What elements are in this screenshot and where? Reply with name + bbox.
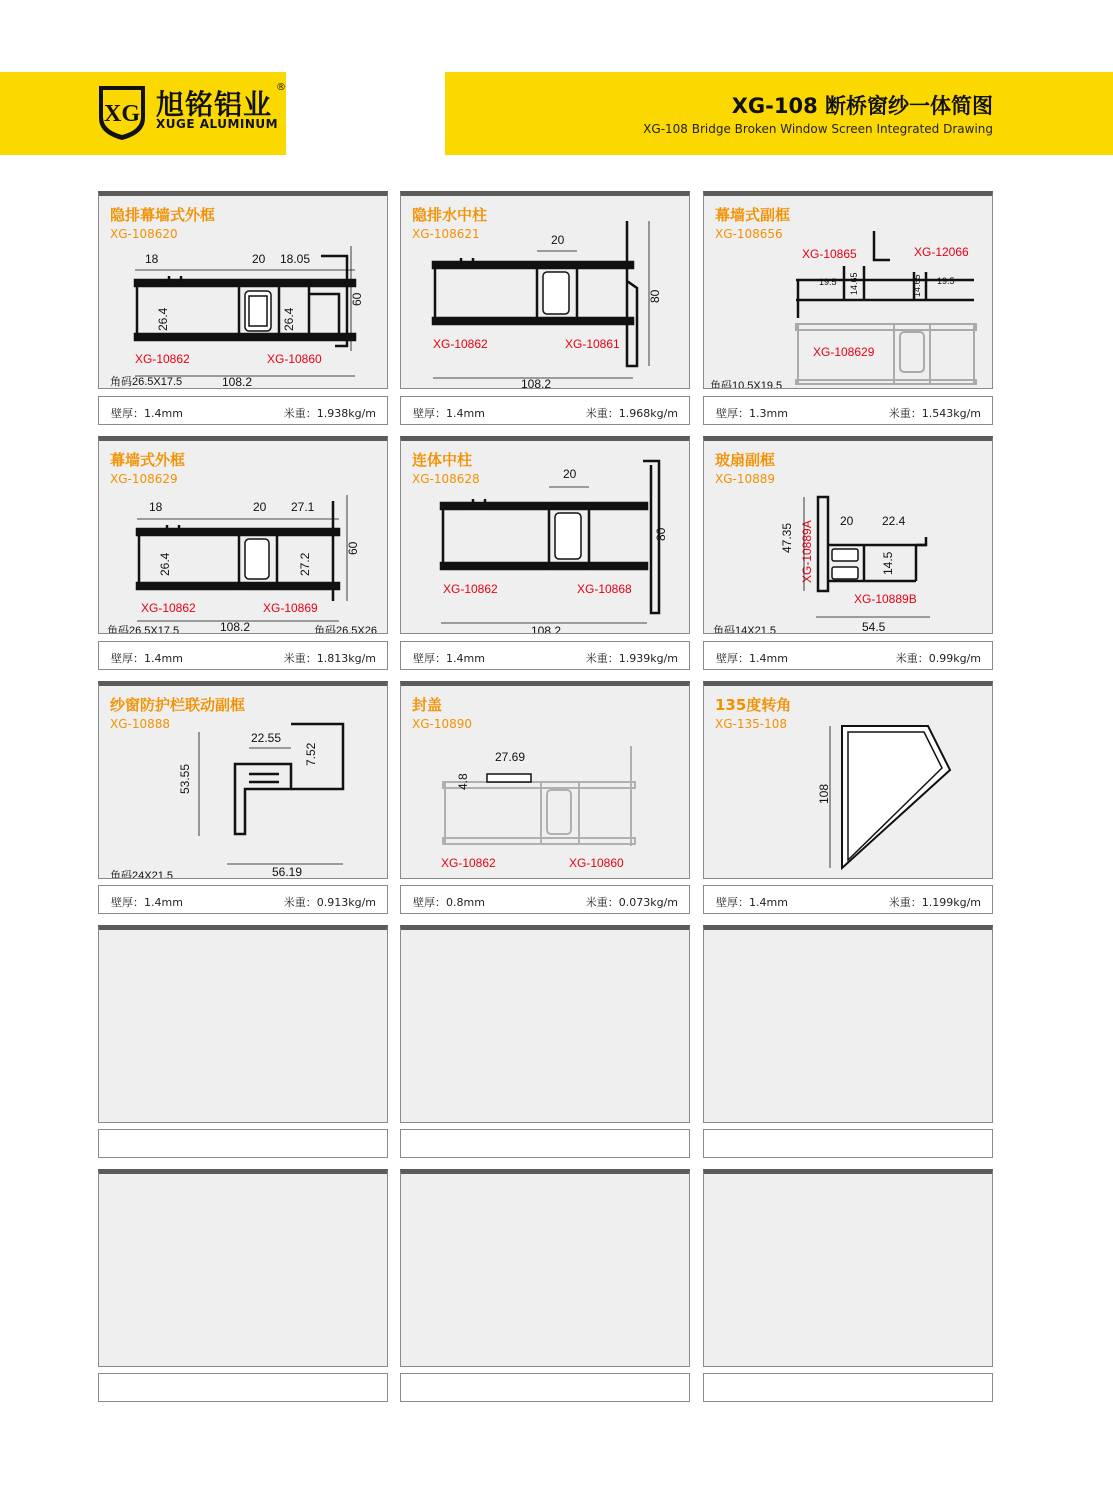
profile-drawing (401, 686, 690, 879)
dim-label: 19.5 (819, 277, 837, 287)
corner-code: 角码26.5X17.5 (110, 376, 183, 388)
profile-drawing (704, 196, 993, 392)
dim-label: 26.4 (158, 552, 172, 576)
registered-mark: ® (276, 82, 286, 93)
dim-label: 26.4 (282, 307, 296, 331)
logo-letters: XG (104, 101, 140, 127)
part-code: XG-10862 (135, 352, 190, 366)
wall-thickness: 壁厚：1.4mm (111, 407, 183, 420)
profile-name: 纱窗防护栏联动副框 (110, 696, 246, 714)
part-code: XG-10862 (443, 582, 498, 596)
dim-label: 60 (346, 541, 360, 555)
profile-drawing (99, 441, 388, 637)
dim-label: 14.65 (849, 272, 859, 295)
empty-card (703, 1169, 993, 1367)
part-code: XG-10868 (577, 582, 632, 596)
dim-label: 80 (648, 289, 662, 303)
dim-label: 27.1 (291, 500, 315, 514)
part-code: XG-10889A (800, 520, 814, 583)
spec-bar-6 (703, 641, 993, 670)
corner-code: 角码26.5X26 (314, 625, 377, 637)
profile-drawing (704, 686, 993, 879)
corner-code: 角码14X21.5 (713, 625, 776, 637)
spec-bar-8 (400, 885, 690, 914)
dim-label: 20 (840, 514, 854, 528)
spec-bar-1 (98, 396, 388, 425)
profile-drawing (99, 196, 388, 389)
spec-bar-9 (703, 885, 993, 914)
dim-label: 108 (817, 783, 831, 804)
meter-weight: 米重：1.199kg/m (888, 896, 981, 909)
dim-label: 20 (253, 500, 267, 514)
corner-code: 角码10.5X19.5 (710, 380, 783, 392)
profile-code: XG-108629 (110, 472, 178, 486)
dim-label: 60 (350, 292, 364, 306)
profile-card-2 (400, 191, 690, 389)
profile-card-5 (400, 436, 690, 638)
meter-weight: 米重：1.543kg/m (888, 407, 981, 420)
part-code: XG-10862 (141, 601, 196, 615)
profile-name: 幕墙式外框 (110, 451, 186, 469)
profile-code: XG-10890 (412, 717, 473, 731)
empty-card (703, 925, 993, 1123)
wall-thickness: 壁厚：1.4mm (111, 896, 183, 909)
part-code: XG-10862 (441, 856, 496, 870)
part-code: XG-10869 (263, 601, 318, 615)
profile-name: 封盖 (412, 696, 443, 714)
wall-thickness: 壁厚：1.3mm (716, 407, 788, 420)
profile-card-1 (98, 191, 388, 389)
brand-name-en: XUGE ALUMINUM (156, 117, 279, 131)
dim-label: 18 (149, 500, 163, 514)
profile-code: XG-108628 (412, 472, 480, 486)
profile-code: XG-108620 (110, 227, 178, 241)
meter-weight: 米重：0.913kg/m (283, 896, 376, 909)
dim-label: 27.69 (495, 750, 526, 764)
wall-thickness: 壁厚：1.4mm (716, 896, 788, 909)
wall-thickness: 壁厚：1.4mm (413, 407, 485, 420)
dim-label: 26.4 (156, 307, 170, 331)
dim-label: 108.2 (222, 375, 253, 389)
profile-name: 隐排幕墙式外框 (110, 206, 216, 224)
profile-card-4 (98, 436, 388, 637)
corner-code: 角码26.5X17.5 (107, 625, 180, 637)
page-title-cn: XG-108 断桥窗纱一体简图 (731, 94, 993, 118)
dim-label: 53.55 (178, 763, 192, 794)
profile-name: 幕墙式副框 (715, 206, 791, 224)
empty-card (98, 925, 388, 1123)
spec-bar-4 (98, 641, 388, 670)
profile-code: XG-135-108 (715, 717, 787, 731)
profile-drawing (401, 196, 690, 389)
meter-weight: 米重：1.938kg/m (283, 407, 376, 420)
dim-label: 20 (563, 467, 577, 481)
dim-label: 14.65 (912, 274, 922, 297)
spec-bar-5 (400, 641, 690, 670)
empty-spec-bar (400, 1129, 690, 1158)
empty-spec-bar (98, 1129, 388, 1158)
profile-name: 连体中柱 (412, 451, 473, 469)
part-code: XG-12066 (914, 245, 969, 259)
dim-label: 14.5 (881, 551, 895, 575)
wall-thickness: 壁厚：1.4mm (111, 652, 183, 665)
dim-label: 4.8 (456, 773, 470, 790)
part-code: XG-10865 (802, 247, 857, 261)
dim-label: 108.2 (531, 624, 562, 638)
meter-weight: 米重：1.813kg/m (283, 652, 376, 665)
dim-label: 20 (551, 233, 565, 247)
empty-card (400, 1169, 690, 1367)
meter-weight: 米重：1.968kg/m (585, 407, 678, 420)
profile-card-8 (400, 681, 690, 879)
wall-thickness: 壁厚：1.4mm (716, 652, 788, 665)
dim-label: 18.05 (280, 252, 311, 266)
wall-thickness: 壁厚：0.8mm (413, 896, 485, 909)
profile-code: XG-108656 (715, 227, 783, 241)
empty-spec-bar (400, 1373, 690, 1402)
spec-bar-2 (400, 396, 690, 425)
page-title-en: XG-108 Bridge Broken Window Screen Integrated Drawing (643, 122, 993, 136)
profile-card-9 (703, 681, 993, 879)
brand-name-cn: 旭铭铝业 (156, 88, 273, 121)
profile-drawing (401, 441, 690, 638)
meter-weight: 米重：0.99kg/m (895, 652, 981, 665)
empty-spec-bar (98, 1373, 388, 1402)
profile-name: 隐排水中柱 (412, 206, 488, 224)
dim-label: 7.52 (304, 742, 318, 766)
dim-label: 27.2 (298, 552, 312, 576)
empty-spec-bar (703, 1373, 993, 1402)
dim-label: 22.55 (251, 731, 282, 745)
profile-card-6 (703, 436, 993, 637)
dim-label: 22.4 (882, 514, 906, 528)
profile-code: XG-10888 (110, 717, 171, 731)
profile-drawing (704, 441, 993, 637)
profile-code: XG-108621 (412, 227, 480, 241)
part-code: XG-10861 (565, 337, 620, 351)
part-code-ghost: XG-108629 (813, 345, 875, 359)
dim-label: 20 (252, 252, 266, 266)
profile-card-3 (703, 191, 993, 392)
profile-name: 135度转角 (715, 696, 792, 714)
profile-code: XG-10889 (715, 472, 776, 486)
spec-bar-3 (703, 396, 993, 425)
empty-card (98, 1169, 388, 1367)
dim-label: 54.5 (862, 620, 886, 634)
profile-card-7 (98, 681, 388, 882)
dim-label: 108.2 (220, 620, 251, 634)
profile-name: 玻扇副框 (715, 451, 776, 469)
corner-code: 角码24X21.5 (110, 870, 173, 882)
spec-bar-7 (98, 885, 388, 914)
meter-weight: 米重：0.073kg/m (585, 896, 678, 909)
part-code: XG-10862 (433, 337, 488, 351)
part-code: XG-10860 (569, 856, 624, 870)
dim-label: 108.2 (521, 377, 552, 391)
dim-label: 56.19 (272, 865, 303, 879)
dim-label: 47.35 (780, 522, 794, 553)
empty-card (400, 925, 690, 1123)
logo-shield-icon (97, 84, 147, 142)
meter-weight: 米重：1.939kg/m (585, 652, 678, 665)
profile-drawing (99, 686, 388, 882)
part-code: XG-10860 (267, 352, 322, 366)
dim-label: 19.5 (937, 276, 955, 286)
wall-thickness: 壁厚：1.4mm (413, 652, 485, 665)
empty-spec-bar (703, 1129, 993, 1158)
part-code: XG-10889B (854, 592, 917, 606)
dim-label: 80 (654, 527, 668, 541)
dim-label: 18 (145, 252, 159, 266)
